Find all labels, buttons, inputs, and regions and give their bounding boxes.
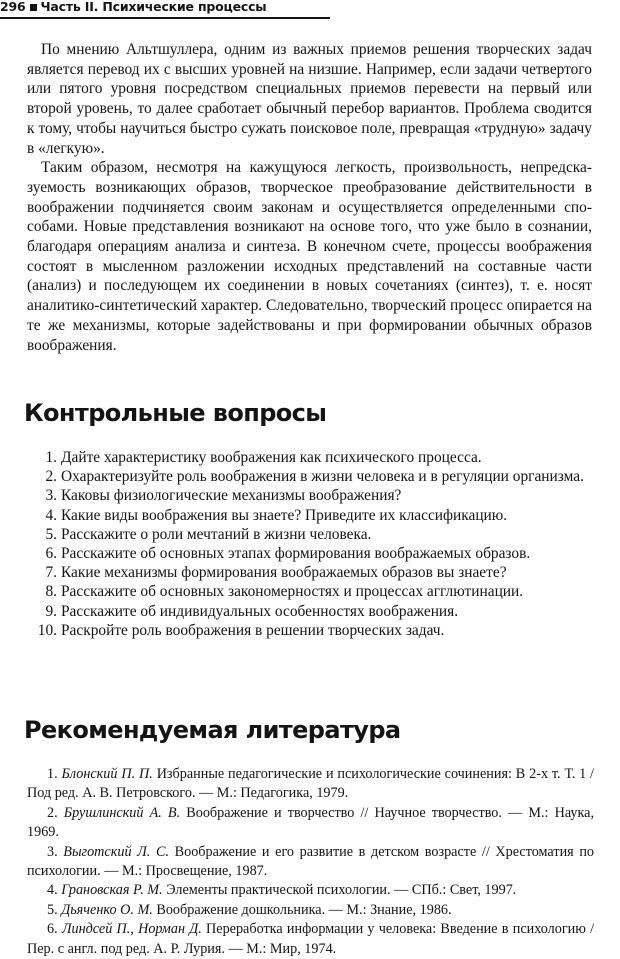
list-item — [27, 602, 592, 621]
ref-author: Дьяченко О. М. — [61, 901, 153, 918]
item-text: Какие виды воображения вы знаете? Приведите их классификацию. — [61, 506, 508, 524]
ref-text: Избранные педагогические и психологические сочинения: В 2-х т. Т. 1 / Под ред. А. В. Петровского. — М.: Педагогика, 1979. — [27, 766, 595, 802]
ref-author: Брушлинский А. В. — [63, 804, 181, 821]
paragraph: Таким образом, несмотря на кажущуюся легкость, произвольность, непредсказуемость возникающих образов, творческое преобразование действительности в воображении подчиняется своим законам и осуществляется определенными способами. Новые представления возникают на основе того, что уже было в сознании, благодаря операциям анализа и синтеза. В конечном счете, процессы воображения состоят в мысленном разложении исходных представлений на составные части (анализ) и последующем их соединении в новых сочетаниях (синтез), т. е. носят аналитико-синтетический характер. Следовательно, творческий процесс опирается на те же механизмы, которые задействованы и при формировании обычных образов воображения. — [27, 159, 592, 354]
running-head — [0, 0, 330, 17]
references-list — [27, 765, 594, 959]
ref-text: Воображение и творчество // Научное творчество. — М.: Наука, 1969. — [27, 804, 595, 841]
ref-number: 1. — [47, 766, 58, 782]
reference-item — [27, 901, 594, 920]
list-item — [27, 506, 592, 525]
item-number: 9. — [45, 602, 57, 620]
ref-author: Линдсей П., Норман Д. — [61, 921, 202, 938]
item-text: Расскажите о роли мечтаний в жизни человека. — [61, 525, 372, 543]
item-text: Дайте характеристику воображения как психического процесса. — [61, 449, 482, 466]
item-text: Расскажите об основных закономерностях и процессах агглютинации. — [61, 583, 524, 601]
body-paragraphs — [27, 40, 592, 355]
list-item — [27, 448, 592, 467]
questions-list — [27, 448, 592, 640]
item-number: 5. — [45, 525, 57, 543]
item-number: 1. — [45, 449, 57, 466]
ref-author: Грановская Р. М. — [61, 882, 163, 899]
ref-author: Блонский П. П. — [61, 766, 153, 782]
header-rule — [0, 17, 330, 19]
ref-number: 4. — [47, 882, 58, 899]
reference-item — [27, 843, 594, 882]
item-number: 7. — [45, 564, 57, 582]
item-text: Расскажите об индивидуальных особенностях воображения. — [61, 602, 459, 620]
ref-number: 5. — [47, 901, 58, 918]
item-text: Раскройте роль воображения в решении творческих задач. — [61, 621, 445, 639]
item-number: 4. — [45, 506, 57, 524]
item-text: Охарактеризуйте роль воображения в жизни человека и в регуляции организма. — [61, 468, 584, 486]
reference-item — [27, 804, 594, 843]
list-item — [27, 544, 592, 563]
list-item — [27, 563, 592, 582]
item-text: Какие механизмы формирования воображаемых образов вы знаете? — [61, 564, 507, 582]
list-item — [27, 467, 592, 486]
square-bullet-icon — [30, 4, 37, 11]
item-number: 10. — [37, 621, 57, 639]
list-item — [27, 582, 592, 601]
section-heading-literature: Рекомендуемая литература — [24, 716, 401, 744]
list-item — [27, 621, 592, 640]
ref-number: 3. — [47, 843, 58, 860]
ref-number: 2. — [47, 804, 58, 821]
ref-text: Воображение дошкольника. — М.: Знание, 1986. — [156, 901, 452, 918]
ref-text: Переработка информации у человека: Введение в психологию / Пер. с англ. под ред. А. Р. Лурия. — М.: Мир, 1974. — [27, 921, 595, 957]
paragraph: По мнению Альтшуллера, одним из важных приемов решения творческих задач является перевод их с высших уровней на низшие. Например, если задачи четвертого или пятого уровня посредством специальных приемов перевести на первый или второй уровень, то далее сработает обычный перебор вариантов. Проблема сводится к тому, чтобы научиться быстро сужать поисковое поле, превращая «трудную» задачу в «легкую». — [27, 41, 592, 157]
ref-number: 6. — [47, 921, 58, 938]
item-number: 8. — [45, 583, 57, 601]
list-item — [27, 486, 592, 505]
item-text: Расскажите об основных этапах формирования воображаемых образов. — [61, 545, 531, 563]
reference-item — [27, 920, 594, 959]
part-title: Часть II. Психические процессы — [40, 0, 267, 14]
ref-author: Выготский Л. С. — [63, 843, 169, 860]
page-number: 296 — [0, 0, 26, 14]
item-number: 6. — [45, 545, 57, 563]
item-number: 3. — [45, 487, 57, 505]
ref-text: Элементы практической психологии. — СПб.: Свет, 1997. — [166, 882, 517, 899]
section-heading-questions: Контрольные вопросы — [24, 399, 327, 427]
reference-item — [27, 765, 594, 804]
ref-text: Воображение и его развитие в детском возрасте // Хрестоматия по психологии. — М.: Просвещение, 1987. — [27, 843, 595, 880]
item-text: Каковы физиологические механизмы воображения? — [61, 487, 402, 505]
item-number: 2. — [45, 468, 57, 486]
reference-item — [27, 881, 594, 900]
list-item — [27, 525, 592, 544]
